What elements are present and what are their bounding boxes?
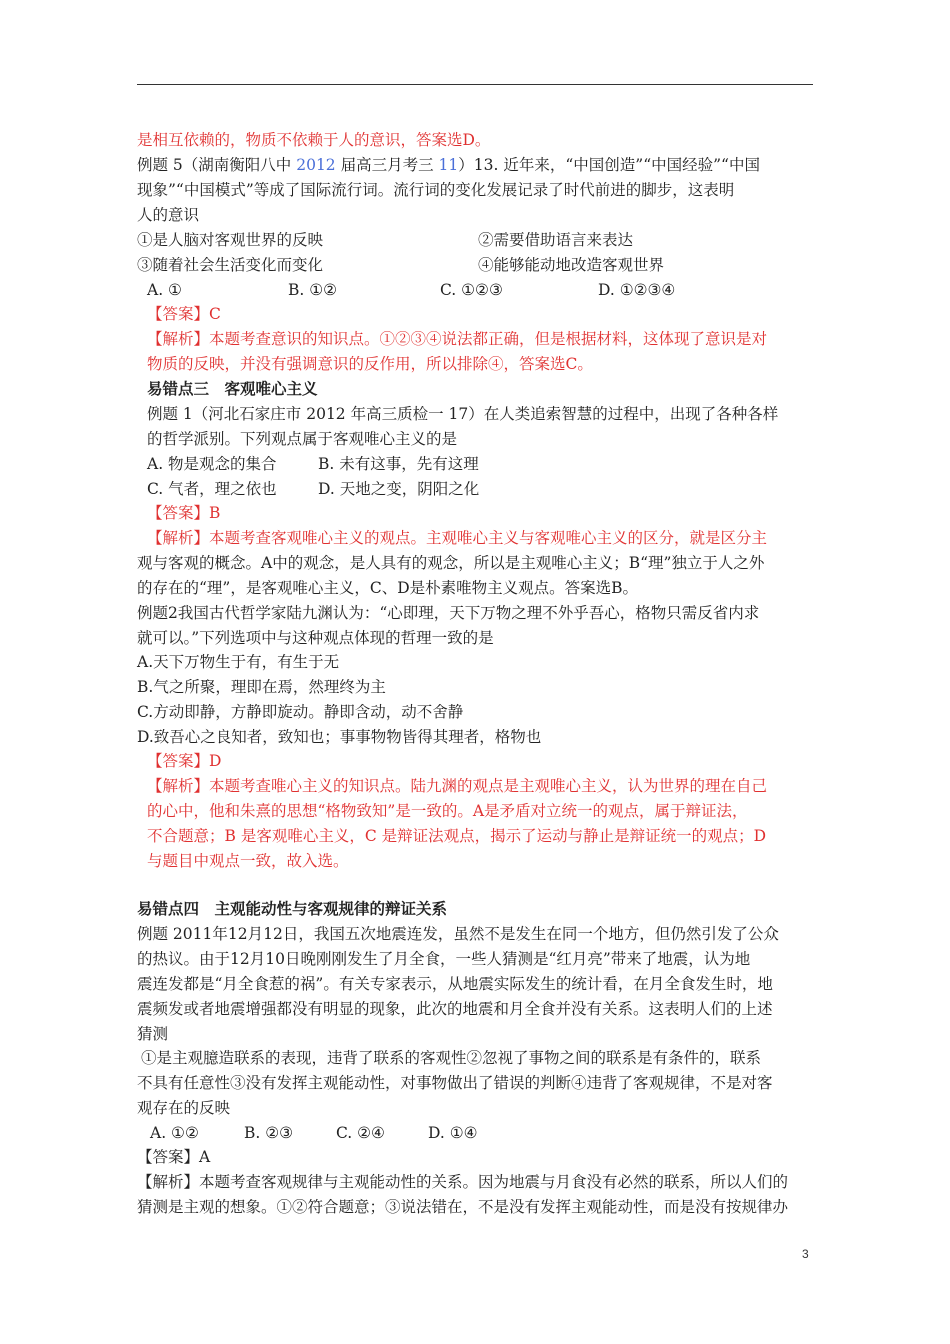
- text-line: 的哲学派别。下列观点属于客观唯心主义的是: [147, 430, 458, 448]
- choice-a: A.天下万物生于有，有生于无: [137, 653, 340, 671]
- text-segment: 例题 5（湖南衡阳八中: [137, 156, 297, 174]
- analysis-line: 的心中，他和朱熹的思想“格物致知”是一致的。A是矛盾对立统一的观点，属于辩证法，: [147, 802, 748, 820]
- text-line: 震连发都是“月全食惹的祸”。有关专家表示，从地震实际发生的统计看，在月全食发生时，地: [137, 975, 773, 993]
- text-line: ①是主观臆造联系的表现，违背了联系的客观性②忽视了事物之间的联系是有条件的，联系: [141, 1049, 762, 1067]
- option-4: ④能够能动地改造客观世界: [478, 256, 665, 274]
- answer-label: 【答案】C: [147, 305, 221, 323]
- option-1: ①是人脑对客观世界的反映: [137, 231, 324, 249]
- text-segment: 届高三月考三: [335, 156, 439, 174]
- answer-label: 【答案】D: [147, 752, 222, 770]
- example-5-line: [137, 153, 760, 177]
- analysis-line: 【解析】本题考查唯心主义的知识点。陆九渊的观点是主观唯心主义，认为世界的理在自己: [147, 777, 768, 795]
- analysis-line: 【解析】本题考查客观唯心主义的观点。主观唯心主义与客观唯心主义的区分，就是区分主: [147, 529, 768, 547]
- choice-c: C. ①②③: [440, 281, 503, 299]
- analysis-line: 【解析】本题考查意识的知识点。①②③④说法都正确，但是根据材料，这体现了意识是对: [147, 330, 768, 348]
- choice-d: D. ①④: [428, 1124, 478, 1142]
- choice-b: B. ①②: [288, 281, 338, 299]
- choice-c: C. 气者，理之依也: [147, 480, 277, 498]
- choice-c: C.方动即静，方静即旋动。静即含动，动不舍静: [137, 703, 464, 721]
- text-line: 的热议。由于12月10日晚刚刚发生了月全食，一些人猜测是“红月亮”带来了地震，认为地: [137, 950, 751, 968]
- choice-a: A. ①: [147, 281, 182, 299]
- choice-d: D. ①②③④: [598, 281, 676, 299]
- choice-a: A. ①②: [150, 1124, 199, 1142]
- text-line: 震频发或者地震增强都没有明显的现象，此次的地震和月全食并没有关系。这表明人们的上述: [137, 1000, 773, 1018]
- choice-b: B. ②③: [244, 1124, 294, 1142]
- text-line: 现象”“中国模式”等成了国际流行词。流行词的变化发展记录了时代前进的脚步，这表明: [137, 181, 735, 199]
- text-segment: 2012: [296, 156, 336, 174]
- answer-label: 【答案】A: [137, 1148, 211, 1166]
- text-line: 猜测: [137, 1025, 169, 1043]
- analysis-line: 【解析】本题考查客观规律与主观能动性的关系。因为地震与月食没有必然的联系，所以人们的: [137, 1173, 789, 1191]
- option-3: ③随着社会生活变化而变化: [137, 256, 324, 274]
- text-segment: ）13. 近年来，“中国创造”“中国经验”“中国: [458, 156, 760, 174]
- choice-c: C. ②④: [336, 1124, 385, 1142]
- analysis-line: 物质的反映，并没有强调意识的反作用，所以排除④，答案选C。: [147, 355, 593, 373]
- analysis-line: 与题目中观点一致，故入选。: [147, 852, 349, 870]
- section-heading: 易错点三 客观唯心主义: [147, 379, 318, 398]
- text-line: 是相互依赖的，物质不依赖于人的意识，答案选D。: [137, 131, 491, 149]
- text-line: 人的意识: [137, 206, 200, 224]
- section-heading: 易错点四 主观能动性与客观规律的辩证关系: [137, 899, 448, 918]
- option-2: ②需要借助语言来表达: [478, 231, 634, 249]
- text-line: 例题 2011年12月12日，我国五次地震连发，虽然不是发生在同一个地方，但仍然引发了公众: [137, 925, 779, 943]
- text-line: 例题 1（河北石家庄市 2012 年高三质检一 17）在人类追索智慧的过程中，出现了各种各样: [147, 405, 779, 423]
- header-rule: [137, 84, 813, 85]
- text-line: 观与客观的概念。A中的观念，是人具有的观念，所以是主观唯心主义；B“理”独立于人之外: [137, 554, 765, 572]
- choice-d: D.致吾心之良知者，致知也；事事物物皆得其理者，格物也: [137, 728, 542, 746]
- text-line: 不具有任意性③没有发挥主观能动性，对事物做出了错误的判断④违背了客观规律，不是对客: [137, 1074, 773, 1092]
- text-line: 例题2我国古代哲学家陆九渊认为：“心即理，天下万物之理不外乎吾心，格物只需反省内求: [137, 604, 760, 622]
- text-line: 观存在的反映: [137, 1099, 231, 1117]
- choice-a: A. 物是观念的集合: [147, 455, 277, 473]
- text-line: 的存在的“理”，是客观唯心主义，C、D是朴素唯物主义观点。答案选B。: [137, 579, 639, 597]
- text-line: 就可以。”下列选项中与这种观点体现的哲理一致的是: [137, 629, 494, 647]
- choice-b: B. 未有这事，先有这理: [318, 455, 479, 473]
- choice-d: D. 天地之变，阴阳之化: [318, 480, 480, 498]
- analysis-line: 不合题意；B 是客观唯心主义，C 是辩证法观点，揭示了运动与静止是辩证统一的观点；D: [147, 827, 767, 845]
- choice-b: B.气之所聚，理即在焉，然理终为主: [137, 678, 386, 696]
- answer-label: 【答案】B: [147, 504, 221, 522]
- text-segment: 11: [438, 156, 459, 174]
- analysis-line: 猜测是主观的想象。①②符合题意；③说法错在，不是没有发挥主观能动性，而是没有按规律办: [137, 1198, 789, 1216]
- page-number: 3: [802, 1247, 809, 1261]
